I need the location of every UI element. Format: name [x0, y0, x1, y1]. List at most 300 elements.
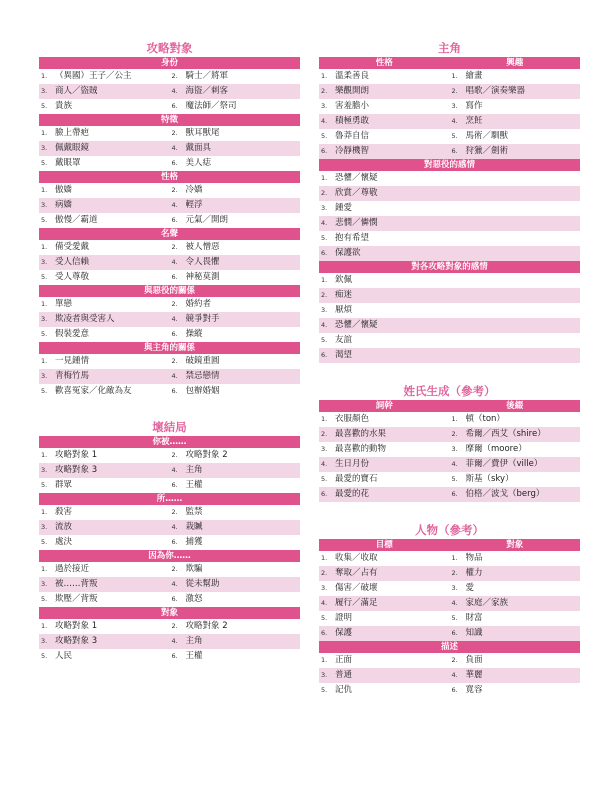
item-number: 5. [41, 216, 48, 224]
item-number: 6. [451, 686, 458, 694]
list-item [319, 84, 450, 99]
item-number: 6. [171, 538, 178, 546]
list-item [319, 472, 450, 487]
list-item [170, 183, 301, 198]
item-number: 1. [41, 508, 48, 516]
item-text: 財富 [465, 613, 483, 623]
item-text: 寫作 [465, 101, 483, 111]
item-number: 5. [41, 652, 48, 660]
item-number: 1. [41, 300, 48, 308]
item-text: 冷靜機智 [335, 146, 370, 156]
item-text: 流放 [55, 522, 73, 532]
item-text: 馬術／馴獸 [465, 131, 509, 141]
item-text: 繪畫 [465, 71, 483, 81]
item-text: 主角 [185, 465, 203, 475]
item-text: （異國）王子／公主 [55, 71, 132, 81]
bad-end-section [39, 419, 300, 664]
item-text: 唱歌／演奏樂器 [465, 86, 526, 96]
item-number: 6. [171, 102, 178, 110]
item-text: 普通 [335, 670, 353, 680]
list-item [450, 114, 581, 129]
item-text: 從未幫助 [185, 579, 220, 589]
list-item [39, 255, 170, 270]
list-item [39, 592, 170, 607]
item-text: 奪取／占有 [335, 568, 378, 578]
item-number: 5. [41, 102, 48, 110]
item-text: 希爾／西艾（shire） [465, 429, 546, 439]
item-text: 競爭對手 [185, 314, 220, 324]
item-number: 3. [321, 306, 328, 314]
list-item [170, 520, 301, 535]
item-text: 保護欲 [335, 248, 361, 258]
list-item [450, 487, 581, 502]
item-number: 1. [321, 415, 328, 423]
item-text: 正面 [335, 655, 353, 665]
list-item [39, 297, 170, 312]
item-text: 狩獵／劍術 [465, 146, 509, 156]
item-number: 2. [171, 129, 178, 137]
item-text: 栽贓 [185, 522, 203, 532]
list-item [170, 354, 301, 369]
item-text: 權力 [465, 568, 483, 578]
item-text: 害羞膽小 [335, 101, 370, 111]
item-text: 過於接近 [55, 564, 90, 574]
item-number: 4. [171, 372, 178, 380]
item-text: 病嬌 [55, 200, 73, 210]
bad-end-group-header: 對象 [39, 607, 300, 619]
item-number: 6. [321, 629, 328, 637]
item-number: 5. [41, 595, 48, 603]
item-number: 2. [171, 300, 178, 308]
list-item [319, 129, 450, 144]
list-item [450, 683, 581, 698]
item-text: 操縱 [185, 329, 203, 339]
item-number: 5. [321, 336, 328, 344]
item-number: 4. [321, 219, 328, 227]
targets-section [39, 40, 300, 399]
item-text: 欺壓／背叛 [55, 594, 98, 604]
item-number: 1. [41, 186, 48, 194]
right-column [319, 40, 580, 698]
item-number: 6. [321, 249, 328, 257]
item-number: 4. [171, 201, 178, 209]
surname-grid [319, 412, 580, 502]
targets-group-header: 身份 [39, 57, 300, 69]
list-item [170, 649, 301, 664]
item-text: 欽佩 [335, 275, 353, 285]
item-number: 4. [171, 258, 178, 266]
item-number: 2. [171, 243, 178, 251]
list-item [170, 327, 301, 342]
item-text: 佩戴眼鏡 [55, 143, 90, 153]
item-number: 2. [171, 508, 178, 516]
targets-group-header: 特徵 [39, 114, 300, 126]
surname-title: 姓氏生成（參考） [403, 384, 496, 398]
item-number: 6. [171, 273, 178, 281]
list-item [39, 619, 170, 634]
item-number: 6. [451, 147, 458, 155]
item-number: 4. [321, 599, 328, 607]
item-number: 1. [321, 656, 328, 664]
list-item [319, 457, 450, 472]
protagonist-column-headers [319, 57, 580, 69]
item-number: 4. [171, 466, 178, 474]
item-number: 2. [321, 87, 328, 95]
list-item [170, 634, 301, 649]
protagonist-grid [319, 69, 580, 159]
item-text: 欣賞／尊敬 [335, 188, 378, 198]
item-text: 證明 [335, 613, 353, 623]
list-item [319, 288, 580, 303]
list-item [319, 69, 450, 84]
item-text: 攻略對象 2 [185, 450, 228, 460]
bad-end-group-grid [39, 448, 300, 493]
item-number: 5. [41, 538, 48, 546]
targets-group-grid [39, 240, 300, 285]
item-text: 商人／盜賊 [55, 86, 98, 96]
item-text: 摩爾（moore） [465, 444, 527, 454]
list-item [170, 255, 301, 270]
item-text: 群眾 [55, 480, 73, 490]
item-text: 負面 [465, 655, 483, 665]
protagonist-feelings-list [319, 171, 580, 261]
list-item [170, 478, 301, 493]
item-number: 6. [171, 159, 178, 167]
list-item [319, 144, 450, 159]
item-number: 1. [41, 243, 48, 251]
item-text: 臉上帶疤 [55, 128, 90, 138]
item-number: 5. [321, 614, 328, 622]
list-item [170, 270, 301, 285]
list-item [170, 297, 301, 312]
item-number: 3. [41, 523, 48, 531]
item-text: 騎士／將軍 [185, 71, 229, 81]
item-number: 6. [321, 351, 328, 359]
list-item [39, 448, 170, 463]
item-number: 3. [41, 315, 48, 323]
item-number: 4. [171, 315, 178, 323]
list-item [450, 427, 581, 442]
item-number: 6. [321, 147, 328, 155]
left-column [39, 40, 300, 664]
character-desc-header: 描述 [319, 641, 580, 653]
item-number: 2. [171, 72, 178, 80]
item-text: 魔法師／祭司 [185, 101, 237, 111]
list-item [39, 99, 170, 114]
item-number: 4. [451, 117, 458, 125]
item-number: 3. [41, 87, 48, 95]
list-item [450, 472, 581, 487]
item-text: 人民 [55, 651, 73, 661]
item-number: 3. [41, 580, 48, 588]
item-number: 1. [321, 276, 328, 284]
list-item [319, 626, 450, 641]
item-number: 6. [171, 652, 178, 660]
item-text: 家庭／家族 [465, 598, 509, 608]
item-number: 3. [321, 204, 328, 212]
list-item [450, 99, 581, 114]
list-item [39, 183, 170, 198]
list-item [39, 478, 170, 493]
list-item [39, 213, 170, 228]
item-text: 青梅竹馬 [55, 371, 90, 381]
item-text: 令人畏懼 [185, 257, 220, 267]
item-text: 受人信賴 [55, 257, 90, 267]
item-number: 1. [451, 554, 458, 562]
item-text: 貴族 [55, 101, 73, 111]
list-item [39, 463, 170, 478]
list-item [450, 442, 581, 457]
item-number: 3. [451, 102, 458, 110]
list-item [450, 581, 581, 596]
item-number: 5. [321, 234, 328, 242]
list-item [170, 463, 301, 478]
list-item [39, 312, 170, 327]
list-item [450, 129, 581, 144]
list-item [39, 354, 170, 369]
character-header-object: 對象 [506, 540, 524, 550]
item-text: 積極勇敢 [335, 116, 370, 126]
item-number: 1. [321, 72, 328, 80]
item-text: 菲爾／費伊（ville） [465, 459, 543, 469]
item-text: 戴眼罩 [55, 158, 81, 168]
character-title: 人物（參考） [415, 523, 484, 537]
item-number: 6. [171, 387, 178, 395]
item-number: 5. [321, 132, 328, 140]
list-item [39, 649, 170, 664]
list-item [319, 551, 450, 566]
list-item [450, 566, 581, 581]
protagonist-header-personality: 性格 [375, 58, 393, 68]
list-item [319, 668, 450, 683]
bad-end-group-header: 所…… [39, 493, 300, 505]
character-header-goal: 目標 [375, 540, 393, 550]
item-text: 厭煩 [335, 305, 353, 315]
item-text: 欺騙 [185, 564, 203, 574]
item-number: 3. [41, 144, 48, 152]
item-text: 破鏡重圓 [185, 356, 220, 366]
list-item [319, 186, 580, 201]
item-number: 1. [451, 72, 458, 80]
list-item [319, 303, 580, 318]
item-text: 攻略對象 3 [55, 636, 98, 646]
list-item [170, 535, 301, 550]
bad-end-group-grid [39, 562, 300, 607]
list-item [319, 653, 450, 668]
list-item [39, 384, 170, 399]
list-item [170, 448, 301, 463]
item-number: 2. [451, 87, 458, 95]
item-number: 1. [41, 622, 48, 630]
item-number: 6. [451, 629, 458, 637]
item-text: 戴面具 [185, 143, 212, 153]
character-desc-grid [319, 653, 580, 698]
list-item [170, 126, 301, 141]
list-item [39, 327, 170, 342]
item-number: 6. [321, 490, 328, 498]
item-number: 3. [321, 102, 328, 110]
protagonist-title: 主角 [438, 41, 461, 55]
list-item [170, 592, 301, 607]
list-item [39, 577, 170, 592]
item-number: 5. [321, 686, 328, 694]
bad-end-title: 壞結局 [152, 420, 187, 434]
item-text: 傲嬌 [55, 185, 73, 195]
list-item [170, 99, 301, 114]
list-item [450, 69, 581, 84]
item-text: 物品 [465, 553, 483, 563]
surname-section [319, 383, 580, 502]
character-section [319, 522, 580, 698]
item-text: 知識 [465, 628, 483, 638]
item-text: 獸耳獸尾 [185, 128, 220, 138]
protagonist-feelings-header: 對各攻略對象的感情 [319, 261, 580, 273]
item-text: 樂觀開朗 [335, 86, 370, 96]
targets-group-grid [39, 297, 300, 342]
item-number: 2. [171, 357, 178, 365]
item-text: 傲慢／霸道 [55, 215, 98, 225]
item-text: 被人憎惡 [185, 242, 220, 252]
list-item [319, 246, 580, 261]
list-item [319, 566, 450, 581]
item-number: 3. [451, 445, 458, 453]
list-item [170, 577, 301, 592]
item-number: 6. [171, 330, 178, 338]
item-text: 悲憫／憐憫 [335, 218, 378, 228]
item-text: 攻略對象 3 [55, 465, 98, 475]
item-text: 愛 [465, 583, 475, 593]
list-item [450, 551, 581, 566]
item-number: 2. [171, 451, 178, 459]
list-item [319, 273, 580, 288]
item-number: 5. [41, 481, 48, 489]
item-text: 主角 [185, 636, 203, 646]
item-text: 神秘莫測 [185, 272, 220, 282]
item-number: 3. [41, 466, 48, 474]
list-item [450, 457, 581, 472]
surname-header-suffix: 後綴 [506, 401, 524, 411]
list-item [450, 412, 581, 427]
bad-end-group-grid [39, 505, 300, 550]
item-text: 包辦婚姻 [185, 386, 220, 396]
list-item [450, 668, 581, 683]
list-item [39, 126, 170, 141]
item-number: 2. [321, 430, 328, 438]
list-item [450, 653, 581, 668]
targets-group-grid [39, 69, 300, 114]
item-number: 5. [451, 614, 458, 622]
list-item [39, 141, 170, 156]
list-item [170, 84, 301, 99]
list-item [319, 171, 580, 186]
list-item [170, 69, 301, 84]
item-text: 寬容 [465, 685, 483, 695]
list-item [170, 619, 301, 634]
item-text: 痴迷 [335, 290, 353, 300]
item-text: 殺害 [55, 507, 73, 517]
list-item [39, 270, 170, 285]
item-text: 攻略對象 2 [185, 621, 228, 631]
item-text: 烹飪 [465, 116, 483, 126]
item-text: 渴望 [335, 350, 353, 360]
bad-end-group-header: 因為你…… [39, 550, 300, 562]
item-number: 1. [41, 451, 48, 459]
bad-end-group-grid [39, 619, 300, 664]
list-item [39, 520, 170, 535]
item-text: 備受愛戴 [55, 242, 90, 252]
item-number: 1. [41, 129, 48, 137]
item-number: 3. [321, 445, 328, 453]
targets-group-grid [39, 126, 300, 171]
item-text: 最喜歡的動物 [335, 444, 387, 454]
item-text: 攻略對象 1 [55, 621, 98, 631]
list-item [319, 596, 450, 611]
item-number: 5. [41, 330, 48, 338]
list-item [170, 505, 301, 520]
item-text: 元氣／開朗 [185, 215, 229, 225]
targets-group-header: 與主角的關係 [39, 342, 300, 354]
item-number: 6. [171, 595, 178, 603]
item-number: 2. [171, 186, 178, 194]
list-item [170, 562, 301, 577]
item-number: 1. [41, 565, 48, 573]
item-number: 4. [171, 144, 178, 152]
item-text: 美人痣 [185, 158, 212, 168]
item-number: 5. [321, 475, 328, 483]
list-item [170, 213, 301, 228]
list-item [39, 240, 170, 255]
character-grid [319, 551, 580, 641]
list-item [170, 141, 301, 156]
list-item [170, 369, 301, 384]
item-text: 頓（ton） [465, 414, 505, 424]
item-text: 最愛的花 [335, 489, 370, 499]
item-text: 婚約者 [185, 299, 212, 309]
list-item [39, 369, 170, 384]
bad-end-group-header: 你被…… [39, 436, 300, 448]
item-text: 最愛的寶石 [335, 474, 378, 484]
item-text: 海盜／刺客 [185, 86, 229, 96]
targets-title: 攻略對象 [146, 41, 193, 55]
list-item [39, 535, 170, 550]
surname-header-stem: 詞幹 [375, 401, 393, 411]
list-item [319, 114, 450, 129]
item-text: 友誼 [335, 335, 353, 345]
item-text: 保護 [335, 628, 353, 638]
item-text: 禁忌戀情 [185, 371, 220, 381]
item-number: 1. [321, 554, 328, 562]
item-text: 魯莽自信 [335, 131, 370, 141]
list-item [319, 231, 580, 246]
targets-group-header: 性格 [39, 171, 300, 183]
item-number: 6. [171, 481, 178, 489]
item-number: 4. [171, 580, 178, 588]
item-number: 5. [41, 159, 48, 167]
item-text: 王權 [185, 651, 203, 661]
targets-group-header: 名聲 [39, 228, 300, 240]
list-item [170, 198, 301, 213]
list-item [319, 348, 580, 363]
item-number: 2. [321, 569, 328, 577]
targets-group-header: 與惡役的關係 [39, 285, 300, 297]
item-text: 激怒 [185, 594, 203, 604]
list-item [39, 562, 170, 577]
item-number: 6. [451, 490, 458, 498]
list-item [450, 144, 581, 159]
item-text: 輕浮 [185, 200, 203, 210]
protagonist-section [319, 40, 580, 363]
item-number: 1. [451, 415, 458, 423]
